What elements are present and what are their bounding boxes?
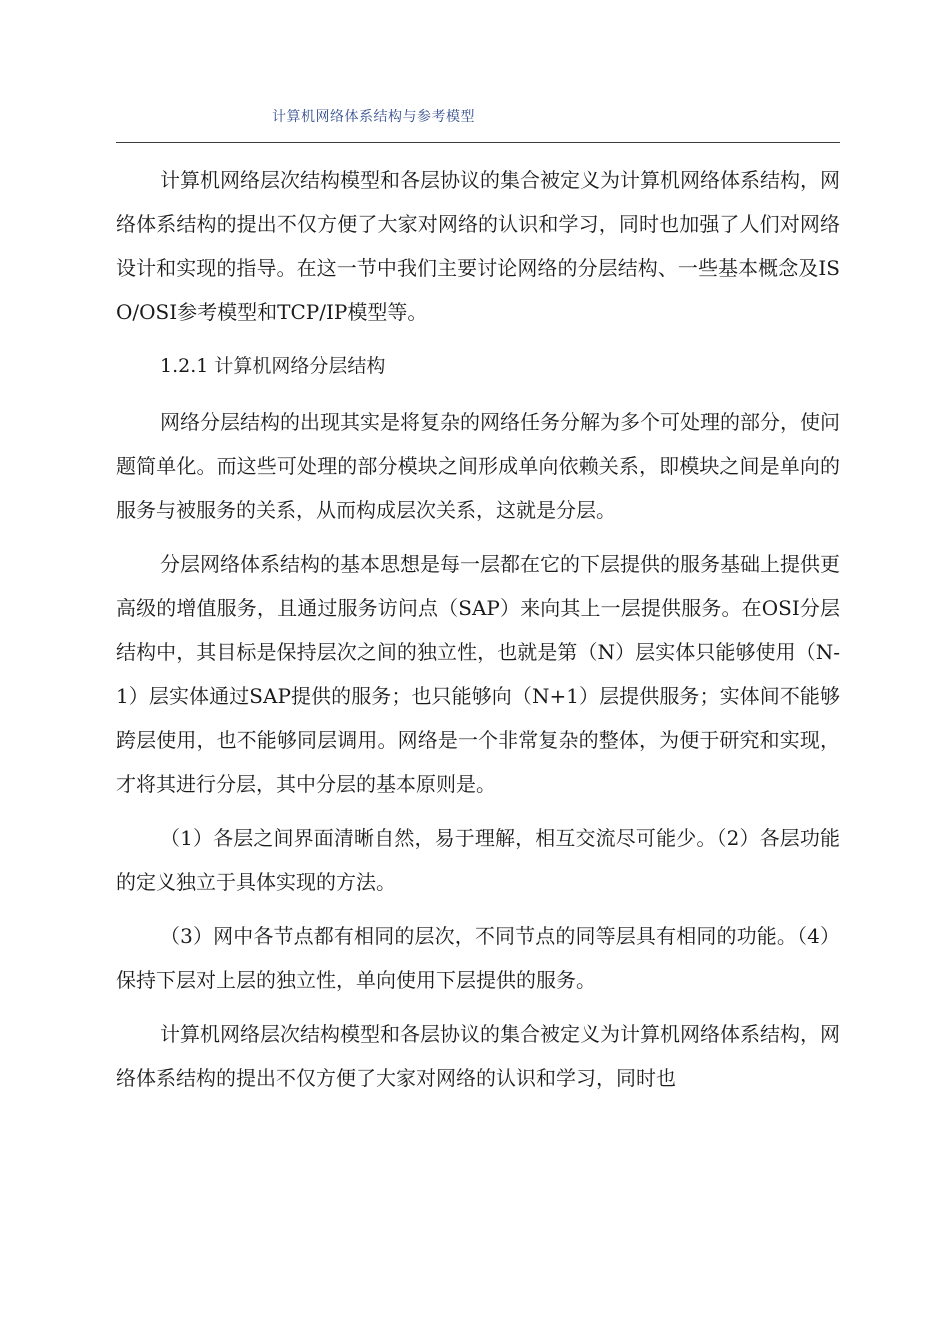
document-body xyxy=(116,158,840,1110)
paragraph-layering: 网络分层结构的出现其实是将复杂的网络任务分解为多个可处理的部分，使问题简单化。而这些可处理的部分模块之间形成单向依赖关系，即模块之间是单向的服务与被服务的关系，从而构成层次关系，这就是分层。 xyxy=(116,410,840,522)
section-heading: 1.2.1 计算机网络分层结构 xyxy=(160,355,386,377)
page-header xyxy=(116,98,840,143)
paragraph-repeat-intro: 计算机网络层次结构模型和各层协议的集合被定义为计算机网络体系结构，网络体系结构的提出不仅方便了大家对网络的认识和学习，同时也 xyxy=(116,1022,840,1090)
paragraph-basic-idea: 分层网络体系结构的基本思想是每一层都在它的下层提供的服务基础上提供更高级的增值服务，且通过服务访问点（SAP）来向其上一层提供服务。在OSI分层结构中，其目标是保持层次之间的独立性，也就是第（N）层实体只能够使用（N-1）层实体通过SAP提供的服务；也只能够向（N+1）层提供服务；实体间不能够跨层使用，也不能够同层调用。网络是一个非常复杂的整体，为便于研究和实现，才将其进行分层，其中分层的基本原则是。 xyxy=(116,552,840,796)
paragraph-principles-3-4: （3）网中各节点都有相同的层次，不同节点的同等层具有相同的功能。（4）保持下层对上层的独立性，单向使用下层提供的服务。 xyxy=(116,924,840,992)
paragraph-intro: 计算机网络层次结构模型和各层协议的集合被定义为计算机网络体系结构，网络体系结构的提出不仅方便了大家对网络的认识和学习，同时也加强了人们对网络设计和实现的指导。在这一节中我们主要讨论网络的分层结构、一些基本概念及ISO/OSI参考模型和TCP/IP模型等。 xyxy=(116,168,840,324)
paragraph-principles-1-2: （1）各层之间界面清晰自然，易于理解，相互交流尽可能少。（2）各层功能的定义独立于具体实现的方法。 xyxy=(116,826,840,894)
header-title: 计算机网络体系结构与参考模型 xyxy=(272,109,475,125)
